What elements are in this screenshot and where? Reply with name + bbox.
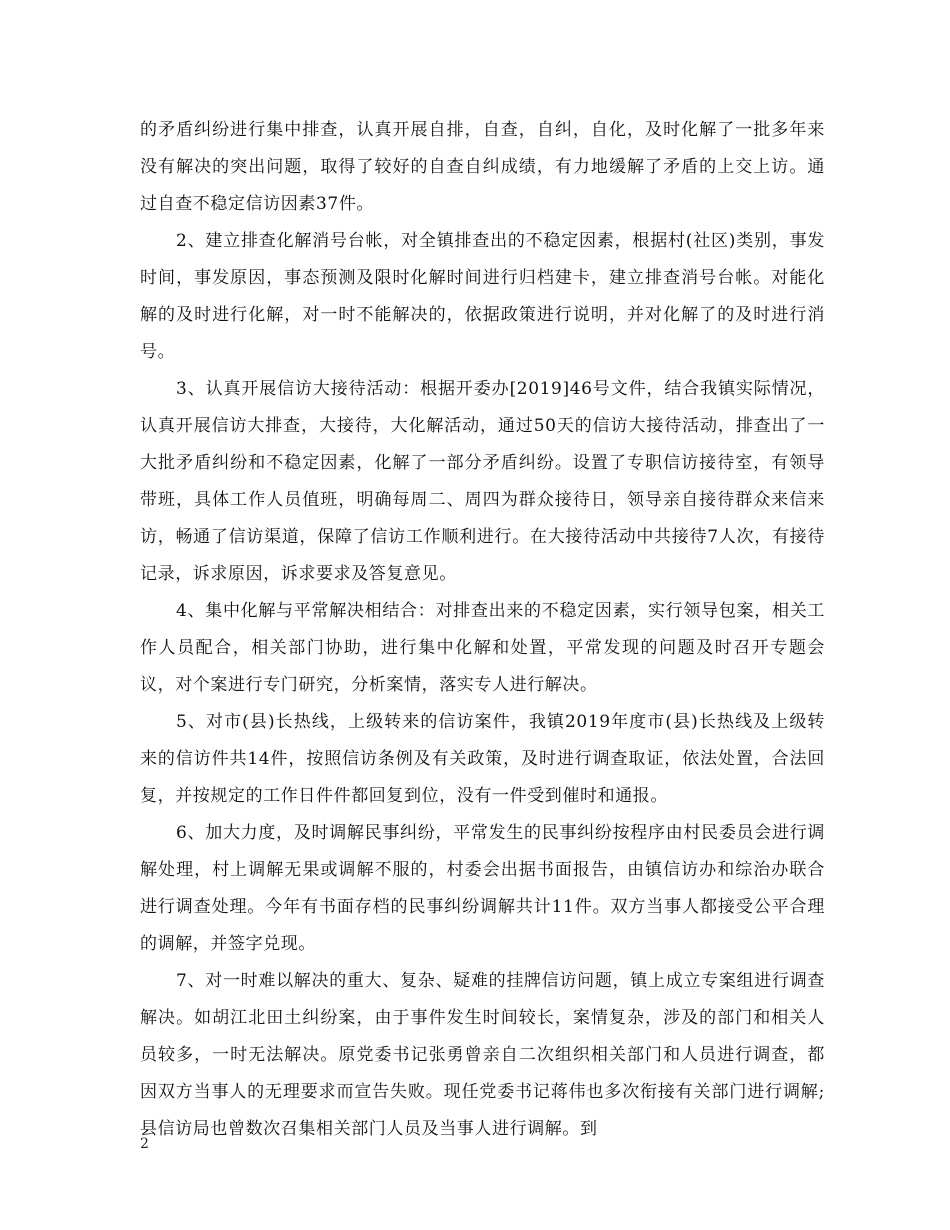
paragraph-4: 4、集中化解与平常解决相结合：对排查出来的不稳定因素，实行领导包案，相关工作人员配合，相关部门协助，进行集中化解和处置，平常发现的问题及时召开专题会议，对个案进行专门研究，分析案情，落实专人进行解决。 [140, 601, 825, 695]
page-number: 2 [140, 1136, 149, 1152]
document-body [140, 112, 825, 1148]
paragraph-5: 5、对市(县)长热线，上级转来的信访案件，我镇2019年度市(县)长热线及上级转来的信访件共14件，按照信访条例及有关政策，及时进行调查取证，依法处置，合法回复，并按规定的工作日件件都回复到位，没有一件受到催时和通报。 [140, 712, 825, 806]
paragraph-3: 3、认真开展信访大接待活动：根据开委办[2019]46号文件，结合我镇实际情况，认真开展信访大排查，大接待，大化解活动，通过50天的信访大接待活动，排查出了一大批矛盾纠纷和不稳定因素，化解了一部分矛盾纠纷。设置了专职信访接待室，有领导带班，具体工作人员值班，明确每周二、周四为群众接待日，领导亲自接待群众来信来访，畅通了信访渠道，保障了信访工作顺利进行。在大接待活动中共接待7人次，有接待记录，诉求原因，诉求要求及答复意见。 [140, 379, 825, 584]
paragraph-7: 7、对一时难以解决的重大、复杂、疑难的挂牌信访问题，镇上成立专案组进行调查解决。如胡江北田土纠纷案，由于事件发生时间较长，案情复杂，涉及的部门和相关人员较多，一时无法解决。原党委书记张勇曾亲自二次组织相关部门和人员进行调查，都因双方当事人的无理要求而宣告失败。现任党委书记蒋伟也多次衔接有关部门进行调解;县信访局也曾数次召集相关部门人员及当事人进行调解。到 [140, 971, 825, 1139]
paragraph-1: 的矛盾纠纷进行集中排查，认真开展自排，自查，自纠，自化，及时化解了一批多年来没有解决的突出问题，取得了较好的自查自纠成绩，有力地缓解了矛盾的上交上访。通过自查不稳定信访因素37件。 [140, 120, 825, 214]
paragraph-2: 2、建立排查化解消号台帐，对全镇排查出的不稳定因素，根据村(社区)类别，事发时间，事发原因，事态预测及限时化解时间进行归档建卡，建立排查消号台帐。对能化解的及时进行化解，对一时不能解决的，依据政策进行说明，并对化解了的及时进行消号。 [140, 231, 825, 362]
paragraph-6: 6、加大力度，及时调解民事纠纷，平常发生的民事纠纷按程序由村民委员会进行调解处理，村上调解无果或调解不服的，村委会出据书面报告，由镇信访办和综治办联合进行调查处理。今年有书面存档的民事纠纷调解共计11件。双方当事人都接受公平合理的调解，并签字兑现。 [140, 823, 825, 954]
